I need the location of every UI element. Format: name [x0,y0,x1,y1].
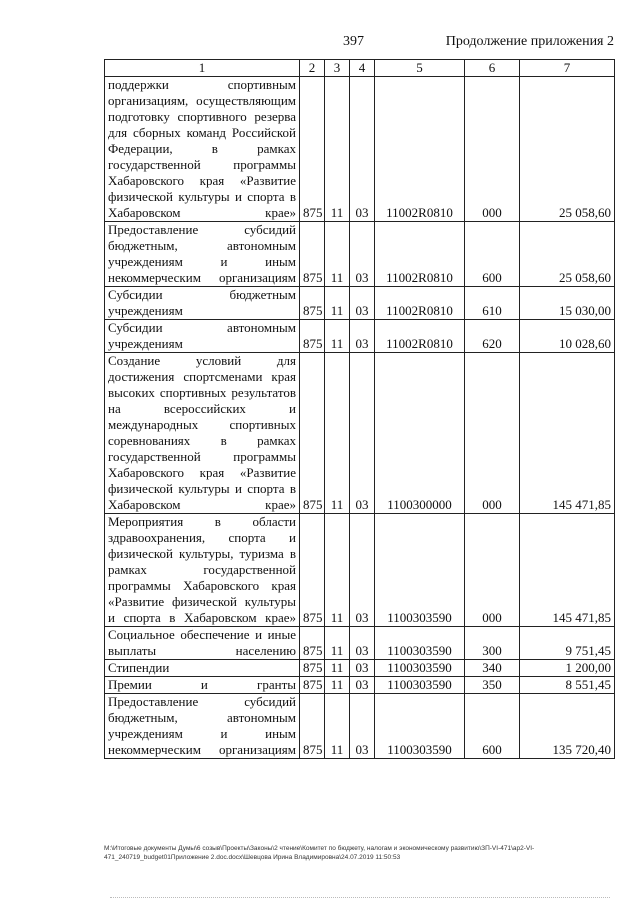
row-value-cell: 000 [465,514,520,627]
row-value-cell: 11 [325,677,350,694]
row-value-cell: 03 [350,660,375,677]
row-value-cell: 15 030,00 [520,287,615,320]
row-value-cell: 11 [325,660,350,677]
column-header: 4 [350,60,375,77]
row-value-cell: 875 [300,222,325,287]
row-value-cell: 25 058,60 [520,77,615,222]
row-value-cell: 1100303590 [375,660,465,677]
row-value-cell: 1100303590 [375,514,465,627]
row-value-cell: 11 [325,222,350,287]
row-value-cell: 1100303590 [375,694,465,759]
row-value-cell: 11 [325,77,350,222]
row-name-cell: Премии и гранты [105,677,300,694]
table-body [105,77,615,759]
row-name-cell: поддержки спортивным организациям, осуществляющим подготовку спортивного резерва для сборных команд Российской Федерации, в рамках государственной программы Хабаровского края «Развитие физической культуры и спорта в Хабаровском крае» [105,77,300,222]
row-name-cell: Социальное обеспечение и иные выплаты населению [105,627,300,660]
file-path-footer: M:\Итоговые документы Думы\6 созыв\Проекты\Законы\2 чтение\Комитет по бюджету, налогам и экономическому развитию\ЗП-VI-471\ap2-VI-471_240719_budget01Приложение 2.doc.docx\Шевцова Ирина Владимировна\24.07.2019 11:50:53 [104,845,535,861]
row-value-cell: 03 [350,514,375,627]
table-row [105,514,615,627]
row-value-cell: 145 471,85 [520,353,615,514]
row-name-cell: Создание условий для достижения спортсменами края высоких спортивных результатов на всероссийских и международных спортивных соревнованиях в рамках государственной программы Хабаровского края «Развитие физической культуры и спорта в Хабаровском крае» [105,353,300,514]
row-value-cell: 25 058,60 [520,222,615,287]
row-value-cell: 600 [465,222,520,287]
row-value-cell: 03 [350,222,375,287]
row-value-cell: 03 [350,77,375,222]
row-value-cell: 11002R0810 [375,77,465,222]
table-row [105,677,615,694]
column-header: 1 [105,60,300,77]
row-value-cell: 000 [465,353,520,514]
row-value-cell: 11 [325,694,350,759]
row-value-cell: 875 [300,677,325,694]
table-row [105,353,615,514]
row-value-cell: 03 [350,353,375,514]
row-name-cell: Стипендии [105,660,300,677]
row-value-cell: 03 [350,320,375,353]
row-value-cell: 03 [350,287,375,320]
column-header: 6 [465,60,520,77]
row-value-cell: 875 [300,660,325,677]
row-value-cell: 300 [465,627,520,660]
row-value-cell: 11 [325,353,350,514]
table-row [105,320,615,353]
row-value-cell: 11 [325,287,350,320]
row-value-cell: 1100303590 [375,627,465,660]
row-value-cell: 11 [325,627,350,660]
row-value-cell: 11002R0810 [375,287,465,320]
row-value-cell: 875 [300,287,325,320]
row-name-cell: Предоставление субсидий бюджетным, автономным учреждениям и иным некоммерческим организациям [105,222,300,287]
column-number-row [105,60,615,77]
table-row [105,77,615,222]
row-value-cell: 620 [465,320,520,353]
row-value-cell: 145 471,85 [520,514,615,627]
row-value-cell: 1100300000 [375,353,465,514]
row-value-cell: 350 [465,677,520,694]
row-value-cell: 000 [465,77,520,222]
row-value-cell: 875 [300,627,325,660]
row-value-cell: 9 751,45 [520,627,615,660]
row-value-cell: 875 [300,320,325,353]
continuation-note: Продолжение приложения 2 [445,34,614,49]
table-row [105,694,615,759]
table-row [105,660,615,677]
row-value-cell: 03 [350,627,375,660]
row-value-cell: 11 [325,514,350,627]
row-name-cell: Мероприятия в области здравоохранения, спорта и физической культуры, туризма в рамках государственной программы Хабаровского края «Развитие физической культуры и спорта в Хабаровском крае» [105,514,300,627]
column-header: 3 [325,60,350,77]
row-value-cell: 875 [300,353,325,514]
row-value-cell: 1100303590 [375,677,465,694]
row-value-cell: 600 [465,694,520,759]
row-value-cell: 8 551,45 [520,677,615,694]
table-row [105,222,615,287]
row-value-cell: 10 028,60 [520,320,615,353]
row-value-cell: 11002R0810 [375,222,465,287]
row-value-cell: 875 [300,514,325,627]
page-number: 397 [343,34,364,49]
row-value-cell: 11002R0810 [375,320,465,353]
column-header: 7 [520,60,615,77]
table-row [105,627,615,660]
row-value-cell: 875 [300,694,325,759]
row-value-cell: 135 720,40 [520,694,615,759]
column-header: 5 [375,60,465,77]
row-name-cell: Предоставление субсидий бюджетным, автономным учреждениям и иным некоммерческим организациям [105,694,300,759]
budget-table [104,59,615,759]
row-value-cell: 1 200,00 [520,660,615,677]
row-value-cell: 03 [350,677,375,694]
row-value-cell: 11 [325,320,350,353]
page-header [0,34,640,54]
row-value-cell: 340 [465,660,520,677]
column-header: 2 [300,60,325,77]
row-value-cell: 875 [300,77,325,222]
row-name-cell: Субсидии автономным учреждениям [105,320,300,353]
row-name-cell: Субсидии бюджетным учреждениям [105,287,300,320]
row-value-cell: 610 [465,287,520,320]
row-value-cell: 03 [350,694,375,759]
scan-artifact-line [110,897,610,900]
table-row [105,287,615,320]
